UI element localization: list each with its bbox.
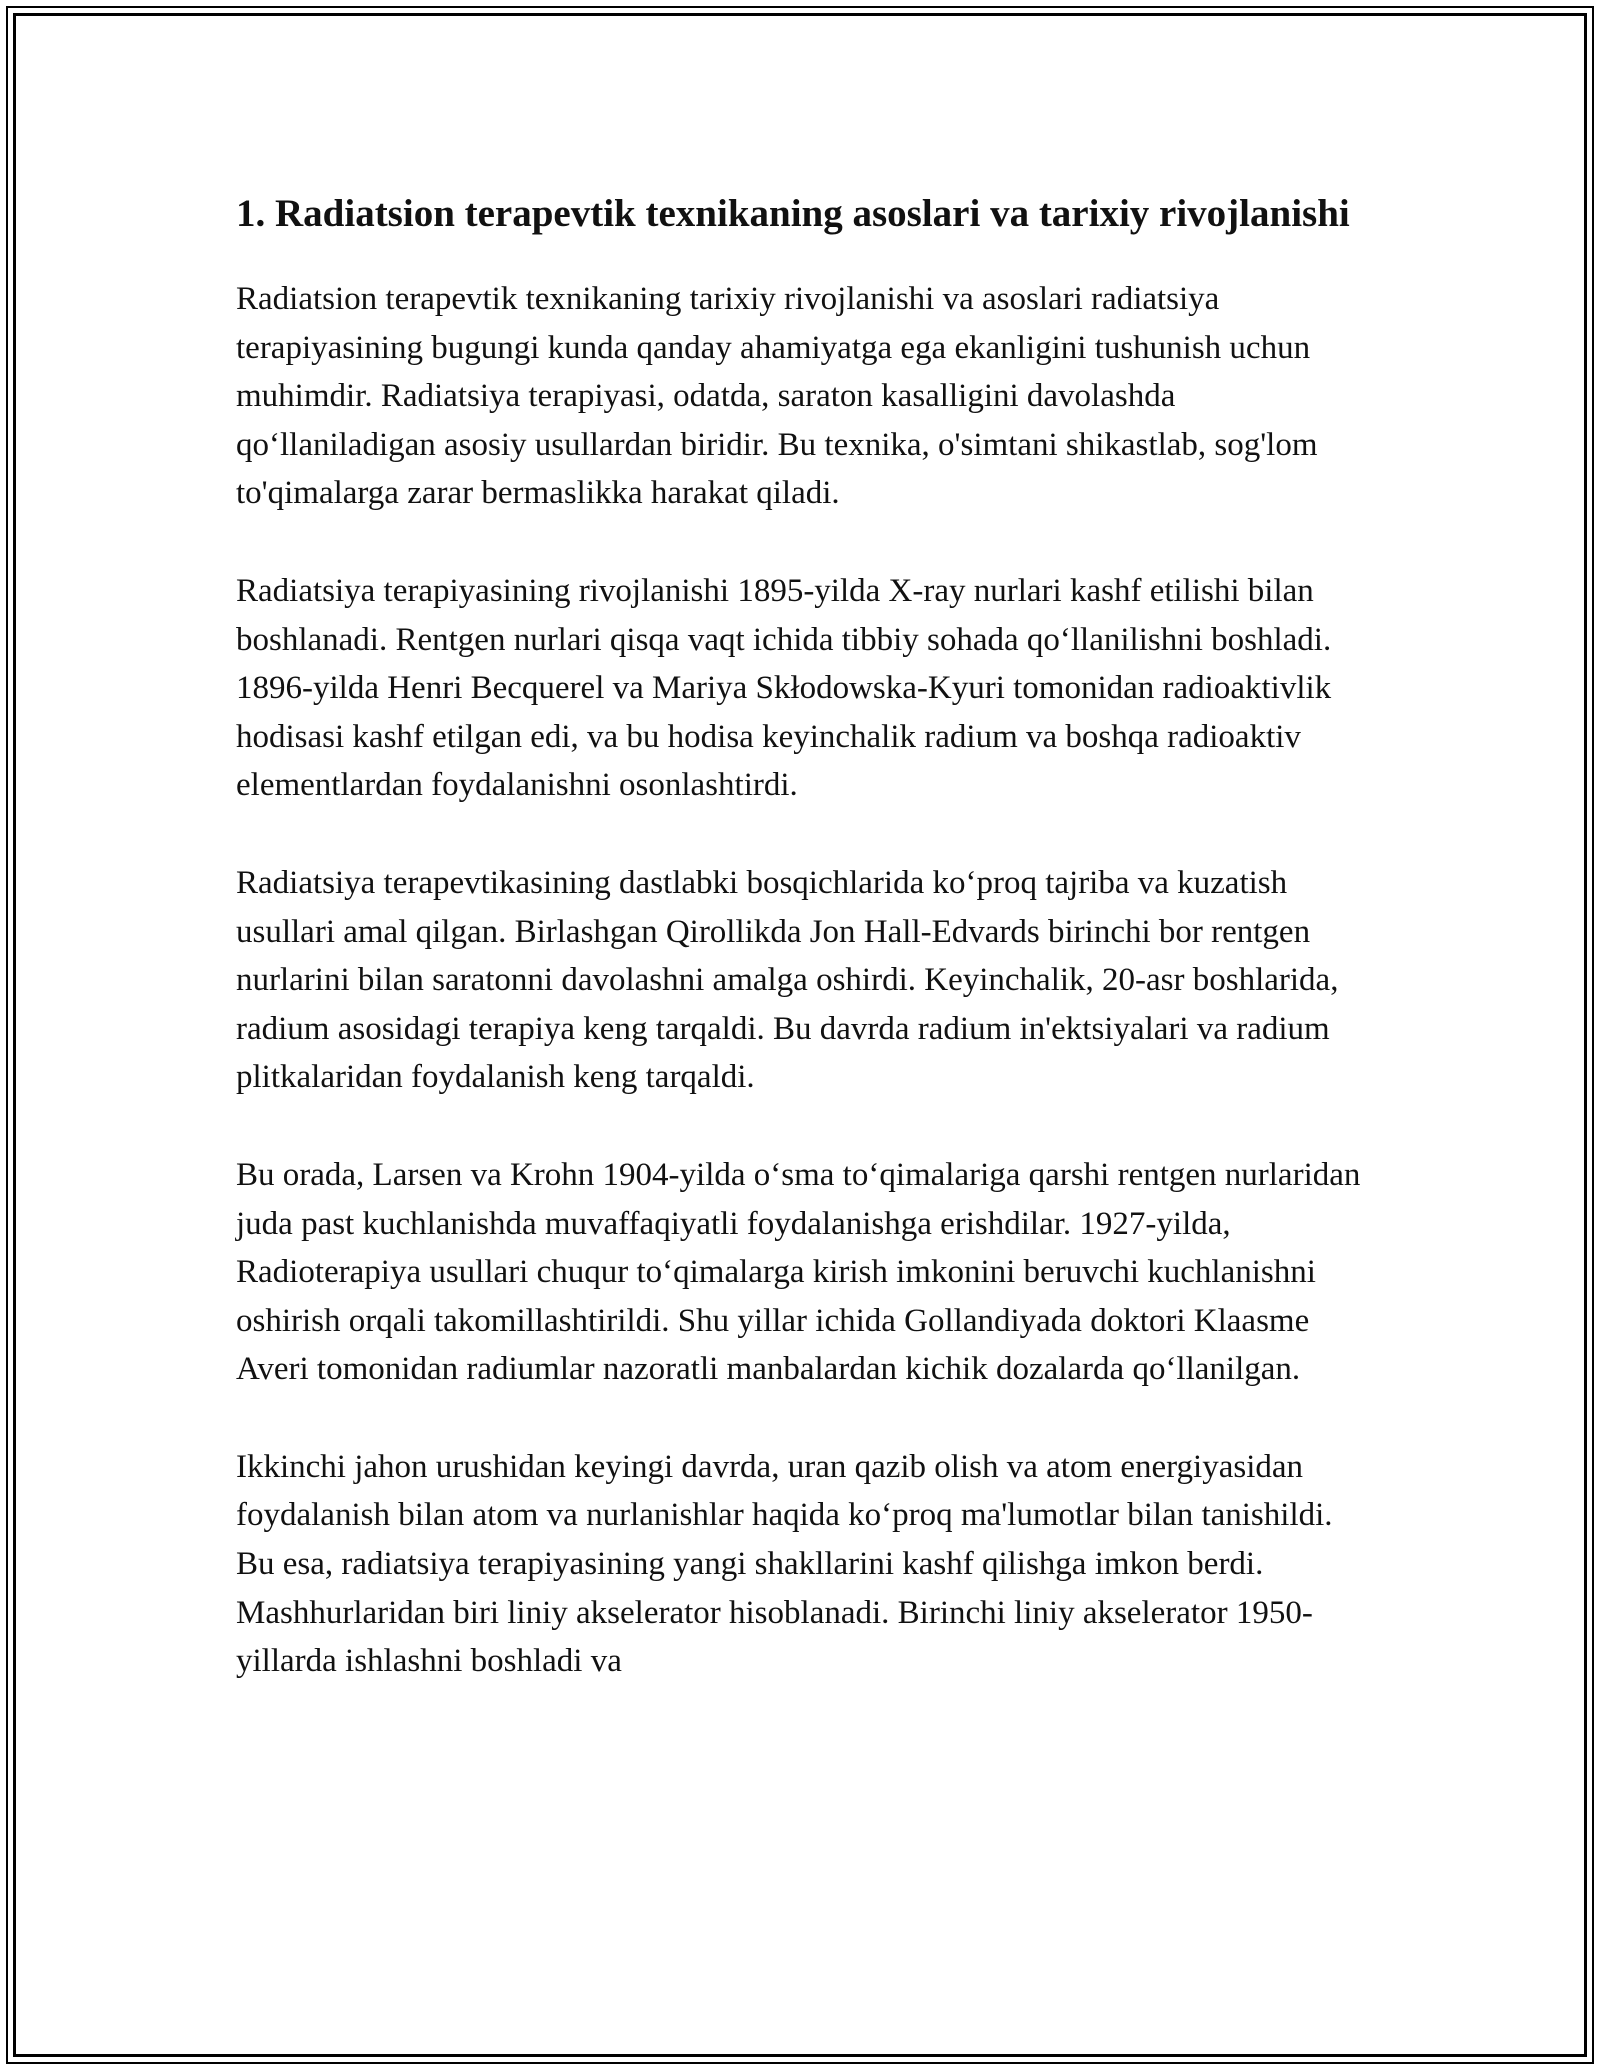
document-body [236, 186, 1366, 1735]
paragraph-2: Radiatsiya terapiyasining rivojlanishi 1895-yilda X-ray nurlari kashf etilishi bilan boshlanadi. Rentgen nurlari qisqa vaqt ichida tibbiy sohada qo‘llanilishni boshladi. 1896-yilda Henri Becquerel va Mariya Skłodowska-Kyuri tomonidan radioaktivlik hodisasi kashf etilgan edi, va bu hodisa keyinchalik radium va boshqa radioaktiv elementlardan foydalanishni osonlashtirdi. [236, 572, 1332, 804]
section-heading: 1. Radiatsion terapevtik texnikaning asoslari va tarixiy rivojlanishi [236, 192, 1350, 235]
paragraph-5: Ikkinchi jahon urushidan keyingi davrda, uran qazib olish va atom energiyasidan foydalanish bilan atom va nurlanishlar haqida ko‘proq ma'lumotlar bilan tanishildi. Bu esa, radiatsiya terapiyasining yangi shakllarini kashf qilishga imkon berdi. Mashhurlaridan biri liniy akselerator hisoblanadi. Birinchi liniy akselerator 1950-yillarda ishlashni boshladi va [236, 1448, 1333, 1680]
paragraph-1: Radiatsion terapevtik texnikaning tarixiy rivojlanishi va asoslari radiatsiya terapiyasining bugungi kunda qanday ahamiyatga ega ekanligini tushunish uchun muhimdir. Radiatsiya terapiyasi, odatda, saraton kasalligini davolashda qo‘llaniladigan asosiy usullardan biridir. Bu texnika, o'simtani shikastlab, sog'lom to'qimalarga zarar bermaslikka harakat qiladi. [236, 281, 1318, 512]
paragraph-4: Bu orada, Larsen va Krohn 1904-yilda o‘sma to‘qimalariga qarshi rentgen nurlaridan juda past kuchlanishda muvaffaqiyatli foydalanishga erishdilar. 1927-yilda, Radioterapiya usullari chuqur to‘qimalarga kirish imkonini beruvchi kuchlanishni oshirish orqali takomillashtirildi. Shu yillar ichida Gollandiyada doktori Klaasme Averi tomonidan radiumlar nazoratli manbalardan kichik dozalarda qo‘llanilgan. [236, 1156, 1361, 1388]
paragraph-3: Radiatsiya terapevtikasining dastlabki bosqichlarida ko‘proq tajriba va kuzatish usullari amal qilgan. Birlashgan Qirollikda Jon Hall-Edvards birinchi bor rentgen nurlarini bilan saratonni davolashni amalga oshirdi. Keyinchalik, 20-asr boshlarida, radium asosidagi terapiya keng tarqaldi. Bu davrda radium in'ektsiyalari va radium plitkalaridan foydalanish keng tarqaldi. [236, 864, 1339, 1096]
